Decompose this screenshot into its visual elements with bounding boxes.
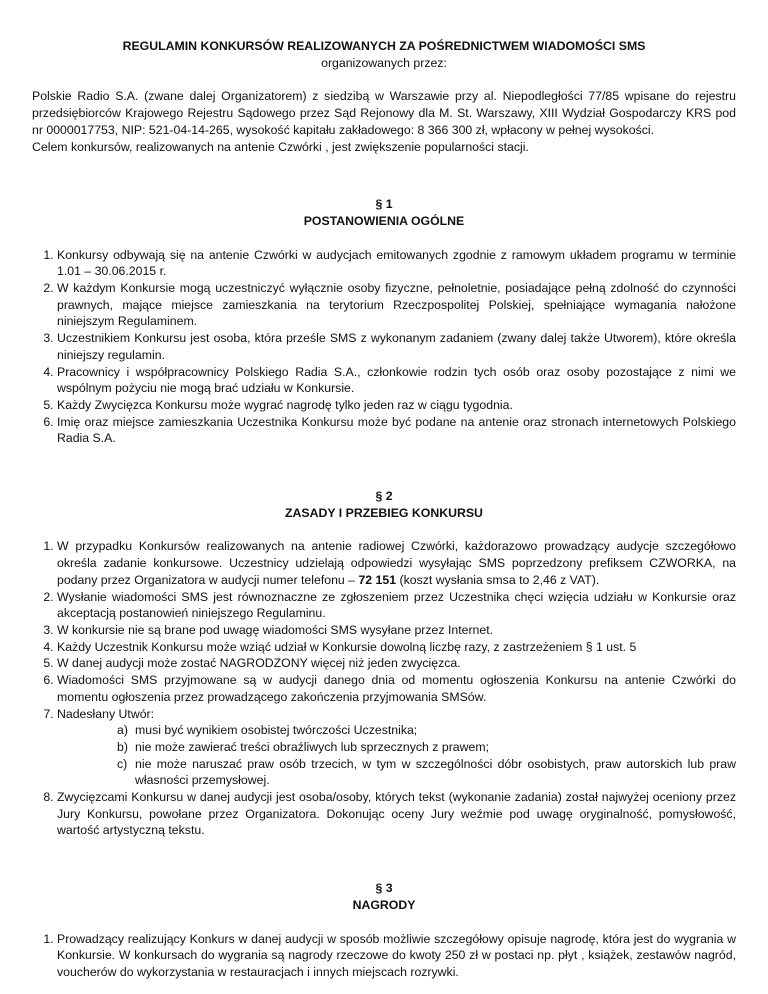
section-3-heading: NAGRODY <box>352 897 416 912</box>
list-item: 1. Prowadzący realizujący Konkurs w danej audycji w sposób możliwie szczegółowy opisuje nagrodę, która jest do wygrania w Konkursie. W konkursach do wygrania są nagrody rzeczowe do kwoty 250 zł w postaci np. płyt , książek, zestawów nagród, voucherów do wykorzystania w restauracjach i innych miejscach rozrywki. <box>57 931 736 981</box>
section-2-heading: ZASADY I PRZEBIEG KONKURSU <box>285 505 483 520</box>
list-item: 4. Pracownicy i współpracownicy Polskiego Radia S.A., członkowie rodzin tych osób oraz osoby pozostające z nimi we wspólnym pożyciu nie mogą brać udziału w Konkursie. <box>57 364 736 397</box>
document-title: REGULAMIN KONKURSÓW REALIZOWANYCH ZA POŚREDNICTWEM WIADOMOŚCI SMS <box>122 39 646 53</box>
list-item: 2. Wysłanie wiadomości SMS jest równoznaczne ze zgłoszeniem przez Uczestnika chęci wzięcia udziału w Konkursie oraz akceptacją postanowień niniejszego Regulaminu. <box>57 589 736 622</box>
section-3-list <box>32 931 736 981</box>
item-text: (koszt wysłania smsa to 2,46 z VAT). <box>396 572 600 587</box>
sub-text: nie może naruszać praw osób trzecich, w tym w szczególności dóbr osobistych, praw autorskich lub praw własności przemysłowej. <box>135 756 736 788</box>
document-subtitle: organizowanych przez: <box>321 55 447 70</box>
document-page <box>32 38 736 981</box>
sub-list-item <box>117 739 736 756</box>
list-item: 1. Konkursy odbywają się na antenie Czwórki w audycjach emitowanych zgodnie z ramowym układem programu w terminie 1.01 – 30.06.2015 r. <box>57 247 736 280</box>
item-text: Nadesłany Utwór: <box>57 706 155 721</box>
list-item: 6. Wiadomości SMS przyjmowane są w audycji danego dnia od momentu ogłoszenia Konkursu na antenie Czwórki do momentu ogłoszenia przez prowadzącego zakończenia przyjmowania SMSów. <box>57 672 736 705</box>
list-item <box>57 706 736 790</box>
list-item: 5. Każdy Zwycięzca Konkursu może wygrać nagrodę tylko jeden raz w ciągu tygodnia. <box>57 397 736 414</box>
utwor-requirements <box>57 722 736 789</box>
section-2-list <box>32 538 736 839</box>
list-item <box>57 538 736 588</box>
sub-marker: b) <box>117 739 128 754</box>
sub-text: musi być wynikiem osobistej twórczości Uczestnika; <box>135 723 418 738</box>
list-item: 3. W konkursie nie są brane pod uwagę wiadomości SMS wysyłane przez Internet. <box>57 622 736 639</box>
sub-list-item <box>117 756 736 789</box>
section-1-number: § 1 <box>375 197 393 212</box>
intro-paragraph: Polskie Radio S.A. (zwane dalej Organizatorem) z siedzibą w Warszawie przy al. Niepodległości 77/85 wpisane do rejestru przedsiębiorców Krajowego Rejestru Sądowego przez Sąd Rejonowy dla M. St. Warszawy, XIII Wydział Gospodarczy KRS pod nr 0000017753, NIP: 521-04-14-265, wysokość kapitału zakładowego: 8 366 300 zł, wpłacony w pełnej wysokości. <box>32 89 736 137</box>
section-2-number: § 2 <box>375 489 393 504</box>
list-item: 6. Imię oraz miejsce zamieszkania Uczestnika Konkursu może być podane na antenie oraz stronach internetowych Polskiego Radia S.A. <box>57 414 736 447</box>
list-item: 8. Zwycięzcami Konkursu w danej audycji jest osoba/osoby, których tekst (wykonanie zadania) został najwyżej oceniony przez Jury Konkursu, powołane przez Organizatora. Dokonując oceny Jury weźmie pod uwagę oryginalność, pomysłowość, wartość artystyczną tekstu. <box>57 789 736 839</box>
section-1-list <box>32 247 736 447</box>
list-item: 3. Uczestnikiem Konkursu jest osoba, która prześle SMS z wykonanym zadaniem (zwany dalej także Utworem), które określa niniejszy regulamin. <box>57 330 736 363</box>
sub-marker: a) <box>117 723 128 738</box>
sub-marker: c) <box>117 756 128 771</box>
sms-number: 72 151 <box>358 572 397 587</box>
section-1-heading: POSTANOWIENIA OGÓLNE <box>303 213 465 228</box>
sub-list-item <box>117 722 736 739</box>
sub-text: nie może zawierać treści obraźliwych lub sprzecznych z prawem; <box>135 739 490 754</box>
item-text: W przypadku Konkursów realizowanych na antenie radiowej Czwórki, każdorazowo prowadzący audycje szczegółowo określa zadanie konkursowe. Uczestnicy udzielają odpowiedzi wysyłając SMS poprzedzony prefiksem CZWORKA, na podany przez Organizatora w audycji numer telefonu – <box>57 539 736 587</box>
intro-purpose: Celem konkursów, realizowanych na antenie Czwórki , jest zwiększenie popularności stacji. <box>32 139 529 154</box>
list-item: 2. W każdym Konkursie mogą uczestniczyć wyłącznie osoby fizyczne, pełnoletnie, posiadające pełną zdolność do czynności prawnych, mające miejsce zamieszkania na terytorium Rzeczpospolitej Polskiej, spełniające wymagania nałożone niniejszym Regulaminem. <box>57 280 736 330</box>
list-item: 4. Każdy Uczestnik Konkursu może wziąć udział w Konkursie dowolną liczbę razy, z zastrzeżeniem § 1 ust. 5 <box>57 639 736 656</box>
list-item: 5. W danej audycji może zostać NAGRODZONY więcej niż jeden zwycięzca. <box>57 655 736 672</box>
section-3-number: § 3 <box>375 881 393 896</box>
